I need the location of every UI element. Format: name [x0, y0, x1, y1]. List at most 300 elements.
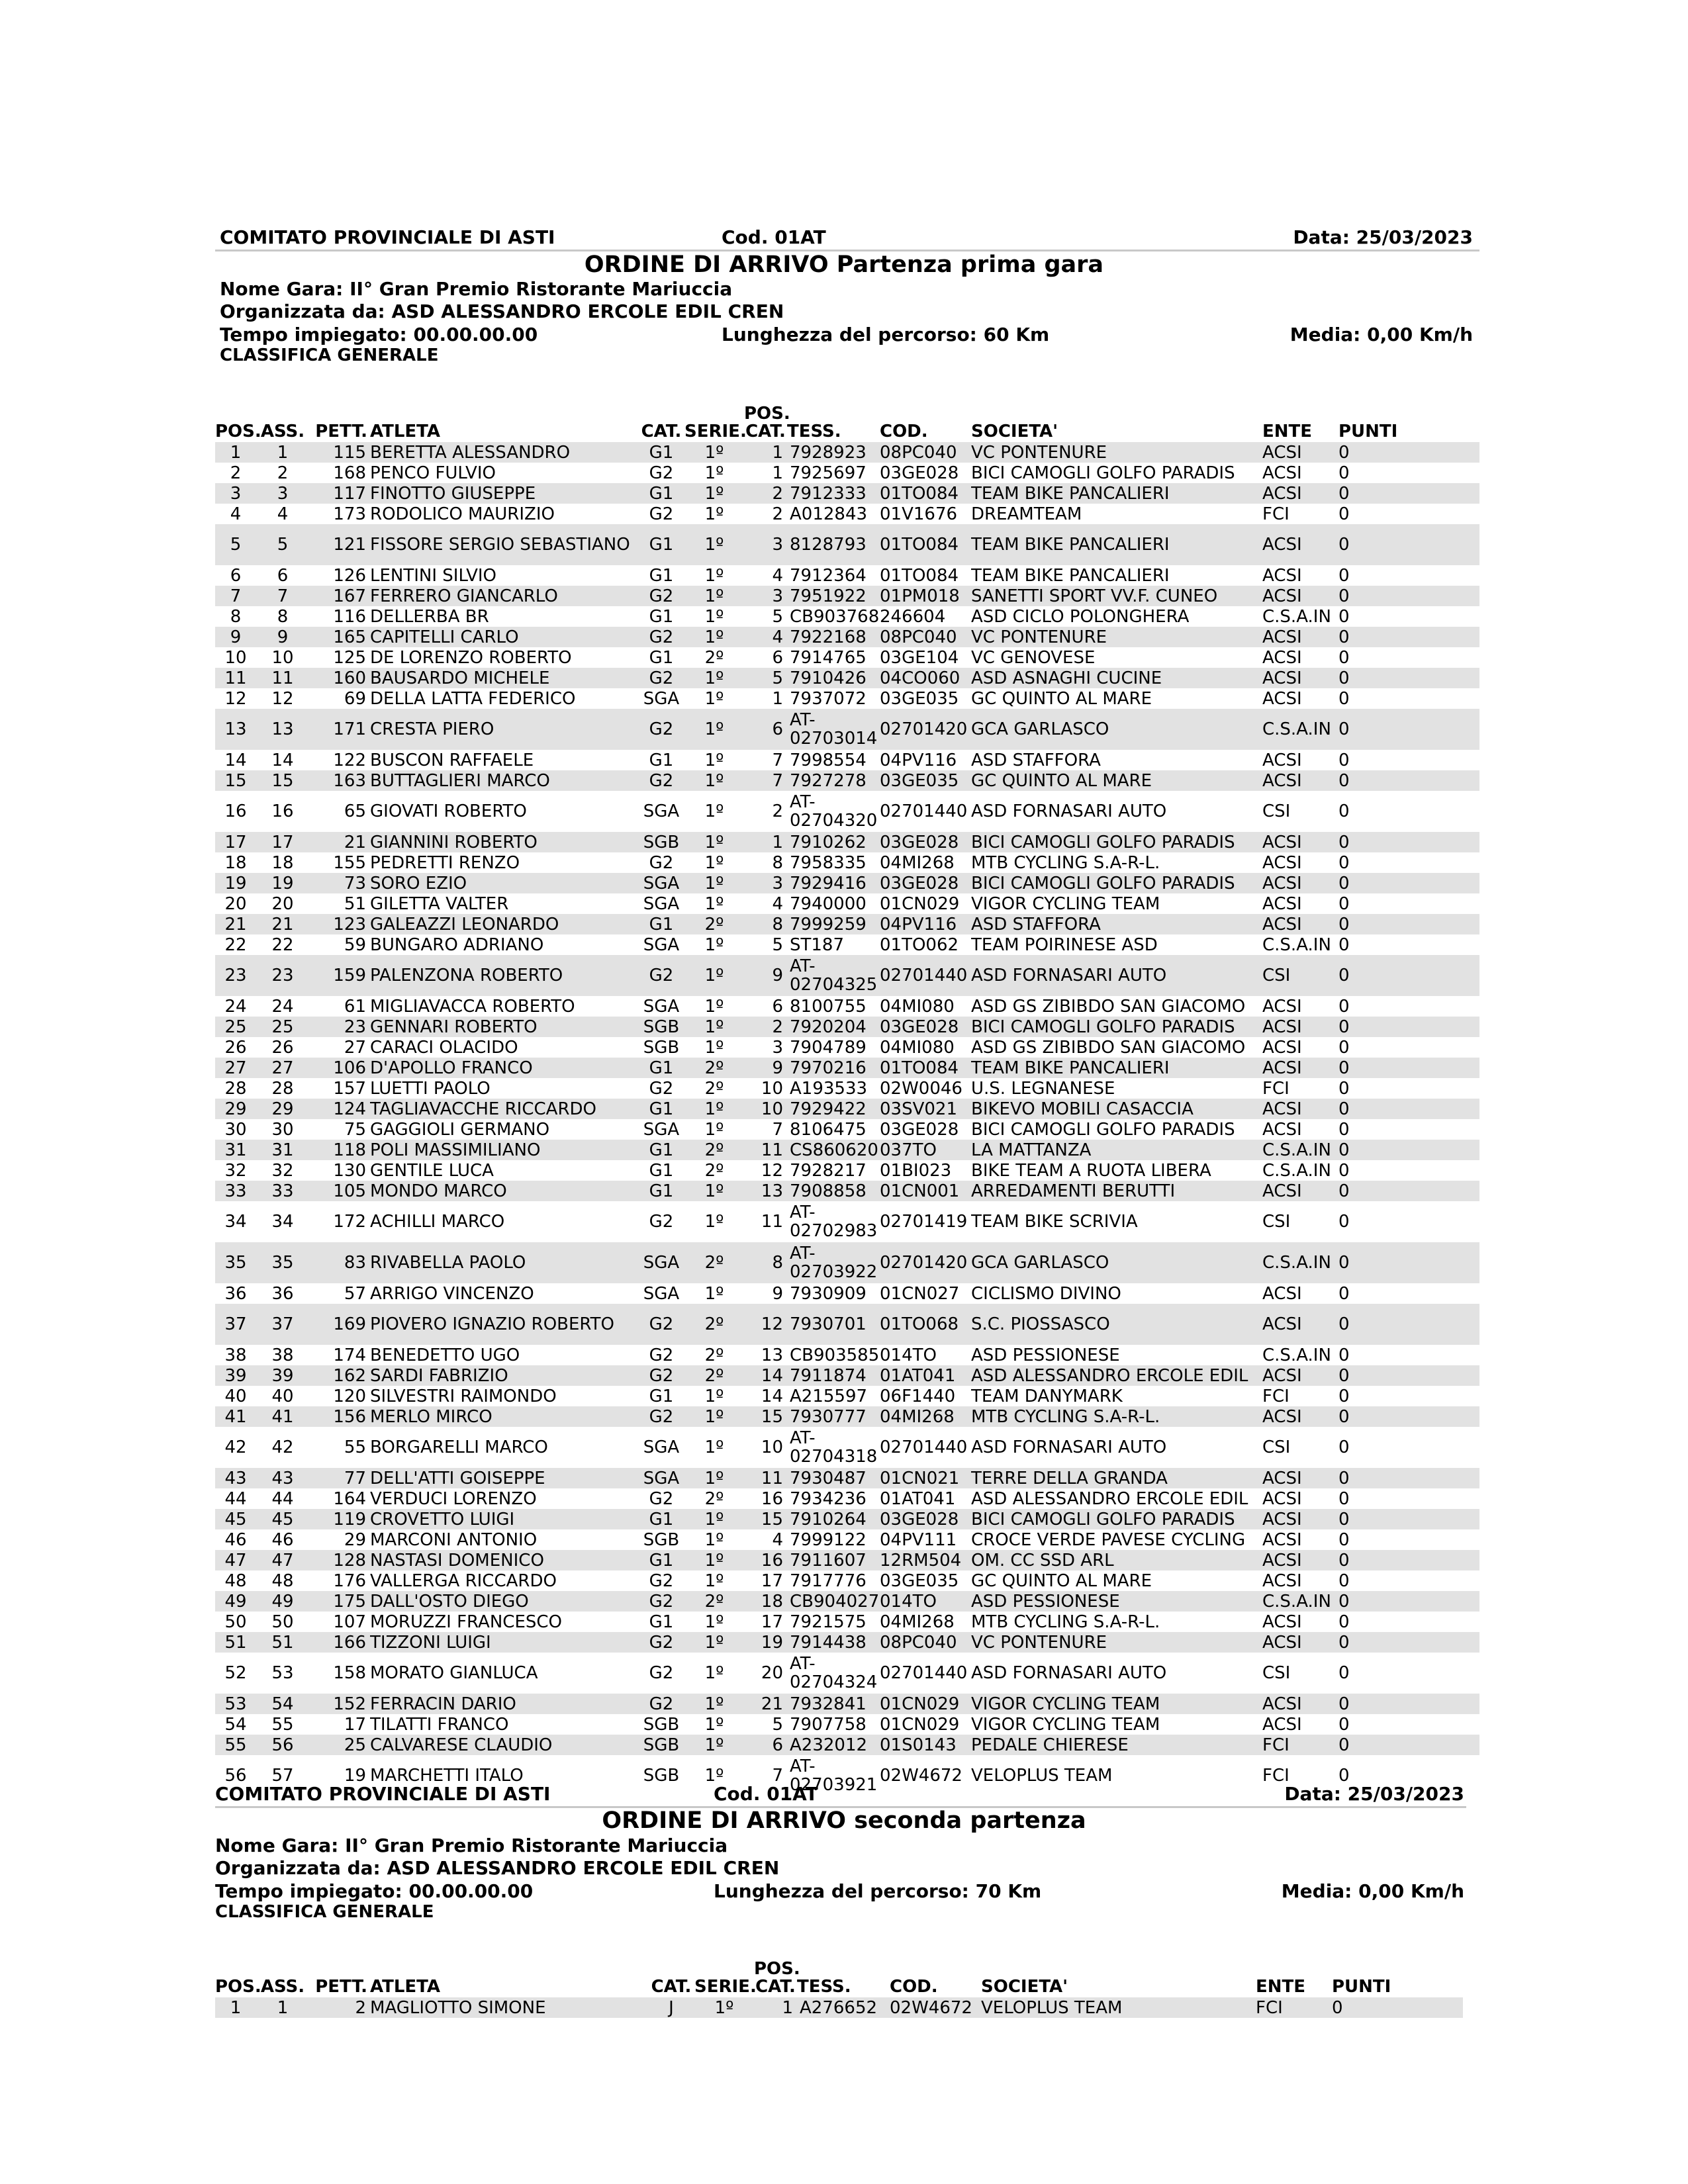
cell-poscat: 7	[744, 770, 787, 791]
cell-atleta: POLI MASSIMILIANO	[370, 1140, 638, 1160]
cell-serie: 1º	[704, 1437, 724, 1457]
cell-serie: 2º	[684, 1591, 744, 1612]
cell-tess: 7922168	[787, 627, 880, 647]
col-ass: ASS.	[260, 1977, 305, 1997]
cell-ass: 32	[271, 1160, 294, 1181]
cell-tess: 7928923	[787, 442, 880, 463]
cell-ass: 28	[271, 1078, 294, 1099]
cell-cat: G2	[638, 1632, 684, 1653]
cell-punti: 0	[1338, 770, 1479, 791]
cell-pos: 30	[224, 1119, 247, 1140]
cell-poscat: 6	[772, 647, 783, 668]
cell-pos: 42	[224, 1437, 247, 1457]
table-row	[215, 1509, 1479, 1529]
cell-atleta: MARCONI ANTONIO	[370, 1529, 538, 1550]
cell-pos: 19	[215, 873, 256, 893]
cell-punti: 0	[1338, 709, 1479, 750]
table-row	[215, 1099, 1479, 1119]
cell-cod: 02701440	[880, 955, 971, 996]
cell-pett: 29	[344, 1529, 366, 1550]
table-row	[215, 996, 1479, 1017]
cell-pett: 165	[309, 627, 370, 647]
cell-poscat: 13	[744, 1181, 787, 1201]
cell-pett: 59	[344, 934, 366, 955]
cell-punti: 0	[1338, 1591, 1479, 1612]
cell-societa: TEAM BIKE PANCALIERI	[971, 483, 1262, 504]
results-body-2	[215, 1997, 1463, 2018]
cell-cat: G2	[649, 1570, 674, 1591]
cell-serie: 1º	[704, 688, 724, 709]
cell-atleta: GIANNINI ROBERTO	[370, 832, 638, 852]
table-row	[215, 1201, 1479, 1242]
table-row	[215, 1078, 1479, 1099]
cell-pos: 47	[215, 1550, 256, 1570]
table-row	[215, 1488, 1479, 1509]
cell-serie: 1º	[704, 504, 724, 524]
cell-cod: 01BI023	[880, 1160, 952, 1181]
cell-punti: 0	[1338, 1283, 1350, 1304]
cell-atleta: ACHILLI MARCO	[370, 1212, 505, 1232]
cell-poscat: 17	[761, 1570, 783, 1591]
cell-pos: 32	[224, 1160, 247, 1181]
cell-poscat: 6	[744, 709, 787, 750]
cell-cat: G1	[649, 565, 674, 586]
cell-cat: G1	[649, 1160, 674, 1181]
cell-pett: 169	[309, 1304, 370, 1345]
cell-poscat: 1	[772, 688, 783, 709]
cell-tess: 7911874	[787, 1365, 880, 1386]
cell-punti: 0	[1338, 1099, 1479, 1119]
cell-punti: 0	[1338, 1468, 1479, 1488]
cell-tess: 7925697	[790, 463, 867, 483]
cell-cod: 014TO	[880, 1591, 971, 1612]
cell-cat: G2	[638, 668, 684, 688]
cell-pos: 49	[215, 1591, 256, 1612]
cell-ass: 54	[256, 1694, 309, 1714]
cell-pos: 34	[224, 1212, 247, 1232]
cell-cod: 01TO084	[880, 565, 959, 586]
cell-ente: ACSI	[1262, 996, 1302, 1017]
cell-ass: 11	[256, 668, 309, 688]
cell-poscat: 6	[744, 1735, 787, 1755]
cell-ass: 49	[256, 1591, 309, 1612]
cell-ass: 13	[256, 709, 309, 750]
cell-pos: 41	[215, 1406, 256, 1427]
cell-serie: 1º	[704, 1119, 724, 1140]
cell-cat: G2	[638, 709, 684, 750]
cell-atleta: BAUSARDO MICHELE	[370, 668, 638, 688]
cell-tess: 7904789	[790, 1037, 867, 1058]
cell-pos: 40	[224, 1386, 247, 1406]
cell-pett: 106	[309, 1058, 370, 1078]
cell-poscat: 9	[772, 1283, 783, 1304]
cell-pett: 115	[309, 442, 370, 463]
report-date: Data: 25/03/2023	[1293, 226, 1473, 248]
cell-pett: 126	[333, 565, 366, 586]
cell-ass: 14	[271, 750, 294, 770]
cell-atleta: MIGLIAVACCA ROBERTO	[370, 996, 575, 1017]
cell-ass: 6	[277, 565, 289, 586]
cell-pett: 83	[309, 1242, 370, 1283]
cell-punti: 0	[1338, 750, 1350, 770]
cell-tess: 7958335	[790, 852, 867, 873]
cell-atleta: NASTASI DOMENICO	[370, 1550, 638, 1570]
cell-tess: CB904027	[787, 1591, 880, 1612]
cell-ente: CSI	[1262, 1437, 1291, 1457]
cell-ente: FCI	[1262, 1078, 1289, 1099]
cell-pett: 152	[309, 1694, 370, 1714]
cell-ente: FCI	[1262, 1386, 1289, 1406]
cell-pos: 52	[224, 1663, 247, 1683]
cell-punti: 0	[1338, 1119, 1350, 1140]
cell-serie: 1º	[684, 770, 744, 791]
cell-tess: 7999122	[790, 1529, 867, 1550]
organizer: Organizzata da: ASD ALESSANDRO ERCOLE EDIL CREN	[220, 300, 784, 322]
cell-cat: G2	[638, 1694, 684, 1714]
cell-ass: 9	[256, 627, 309, 647]
cell-cat: G1	[638, 1550, 684, 1570]
cell-ente: ACSI	[1262, 442, 1338, 463]
cell-cod: 08PC040	[880, 1632, 971, 1653]
cell-punti: 0	[1338, 1037, 1350, 1058]
cell-punti: 0	[1338, 627, 1479, 647]
cell-poscat: 10	[761, 1078, 783, 1099]
cell-punti: 0	[1338, 565, 1350, 586]
cell-serie: 1º	[704, 606, 724, 627]
cell-cod: 04PV111	[880, 1529, 957, 1550]
cell-ass: 1	[256, 1997, 309, 2018]
cell-pos: 54	[224, 1714, 247, 1735]
cell-poscat: 14	[761, 1386, 783, 1406]
cell-punti: 0	[1338, 463, 1350, 483]
cell-poscat: 11	[761, 1212, 783, 1232]
cell-societa: VELOPLUS TEAM	[971, 1766, 1113, 1786]
cell-poscat: 4	[772, 1529, 783, 1550]
table-row	[215, 1632, 1479, 1653]
table-row	[215, 791, 1479, 832]
cell-societa: ASD FORNASARI AUTO	[971, 955, 1262, 996]
cell-cod: 03SV021	[880, 1099, 971, 1119]
cell-serie: 1º	[684, 1406, 744, 1427]
cell-cod: 12RM504	[880, 1550, 971, 1570]
cell-cod: 02701419	[880, 1212, 968, 1232]
cell-punti: 0	[1338, 1160, 1350, 1181]
cell-punti: 0	[1338, 1550, 1479, 1570]
cell-societa: LA MATTANZA	[971, 1140, 1262, 1160]
col-serie: SERIE.	[694, 1977, 757, 1997]
cell-tess: AT- 02704324	[790, 1654, 878, 1692]
table-row	[215, 1140, 1479, 1160]
table-row	[215, 1242, 1479, 1283]
cell-pos: 5	[215, 524, 256, 565]
race-name-2: Nome Gara: II° Gran Premio Ristorante Mariuccia	[215, 1835, 728, 1856]
cell-poscat: 8	[744, 1242, 787, 1283]
cell-atleta: SILVESTRI RAIMONDO	[370, 1386, 557, 1406]
cell-ass: 29	[256, 1099, 309, 1119]
cell-punti: 0	[1338, 1242, 1479, 1283]
table-row	[215, 1037, 1479, 1058]
cell-atleta: CRESTA PIERO	[370, 709, 638, 750]
cell-atleta: LENTINI SILVIO	[370, 565, 497, 586]
cell-serie: 1º	[684, 1694, 744, 1714]
cell-poscat: 14	[744, 1365, 787, 1386]
cell-poscat: 2	[772, 504, 783, 524]
cell-pett: 55	[344, 1437, 366, 1457]
cell-ass: 46	[271, 1529, 294, 1550]
cell-societa: BIKEVO MOBILI CASACCIA	[971, 1099, 1262, 1119]
cell-punti: 0	[1338, 504, 1350, 524]
cell-ente: ACSI	[1262, 1283, 1302, 1304]
cell-ente: ACSI	[1262, 1099, 1338, 1119]
cell-ente: ACSI	[1262, 483, 1338, 504]
cell-pos: 15	[215, 770, 256, 791]
cell-ass: 44	[271, 1488, 294, 1509]
cell-pos: 8	[230, 606, 242, 627]
cell-societa: TEAM DANYMARK	[971, 1386, 1123, 1406]
cell-tess: A276652	[797, 1997, 890, 2018]
col-pos: POS.	[215, 1977, 261, 1997]
cell-serie: 1º	[684, 442, 744, 463]
cell-cat: G1	[638, 442, 684, 463]
cell-poscat: 17	[761, 1612, 783, 1632]
table-row	[215, 1468, 1479, 1488]
cell-punti: 0	[1338, 1212, 1350, 1232]
cell-pos: 13	[215, 709, 256, 750]
cell-cat: G1	[638, 483, 684, 504]
cell-serie: 2º	[704, 1078, 724, 1099]
cell-atleta: LUETTI PAOLO	[370, 1078, 491, 1099]
cell-poscat: 19	[744, 1632, 787, 1653]
cell-ente: ACSI	[1262, 873, 1338, 893]
cell-atleta: CROVETTO LUIGI	[370, 1509, 638, 1529]
elapsed-time-2: Tempo impiegato: 00.00.00.00	[215, 1880, 534, 1902]
table-row	[215, 1694, 1479, 1714]
cell-societa: TEAM BIKE SCRIVIA	[971, 1212, 1138, 1232]
cell-tess: AT- 02704325	[787, 955, 880, 996]
cell-ass: 38	[271, 1345, 294, 1365]
cell-atleta: VALLERGA RICCARDO	[370, 1570, 557, 1591]
cell-tess: 7951922	[787, 586, 880, 606]
cell-poscat: 18	[744, 1591, 787, 1612]
cell-poscat: 15	[744, 1509, 787, 1529]
cell-atleta: DELLERBA BR	[370, 606, 489, 627]
cell-ente: FCI	[1256, 1997, 1332, 2018]
cell-tess: 7917776	[790, 1570, 867, 1591]
cell-cat: SGB	[643, 1037, 680, 1058]
cell-cod: 04CO060	[880, 668, 971, 688]
cell-tess: 7934236	[790, 1488, 867, 1509]
cell-pett: 157	[333, 1078, 366, 1099]
cell-atleta: FINOTTO GIUSEPPE	[370, 483, 638, 504]
cell-pett: 158	[333, 1663, 366, 1683]
cell-ass: 37	[256, 1304, 309, 1345]
cell-tess: A215597	[790, 1386, 868, 1406]
cell-atleta: CALVARESE CLAUDIO	[370, 1735, 638, 1755]
cell-ente: ACSI	[1262, 852, 1302, 873]
cell-ente: ACSI	[1262, 1304, 1338, 1345]
cell-ass: 24	[271, 996, 294, 1017]
cell-tess: 7929422	[787, 1099, 880, 1119]
cell-serie: 1º	[684, 955, 744, 996]
cell-atleta: MORATO GIANLUCA	[370, 1663, 538, 1683]
cell-atleta: MONDO MARCO	[370, 1181, 638, 1201]
cell-serie: 1º	[684, 709, 744, 750]
classification-label-2: CLASSIFICA GENERALE	[215, 1902, 434, 1922]
table-row	[215, 1529, 1479, 1550]
cell-ente: CSI	[1262, 1663, 1291, 1683]
table-row	[215, 586, 1479, 606]
cell-atleta: GIOVATI ROBERTO	[370, 801, 527, 821]
cell-tess: 7937072	[790, 688, 867, 709]
cell-poscat: 20	[761, 1663, 783, 1683]
cell-ente: ACSI	[1262, 914, 1338, 934]
cell-poscat: 8	[744, 914, 787, 934]
cell-ass: 5	[256, 524, 309, 565]
cell-pett: 163	[309, 770, 370, 791]
cell-cat: G2	[638, 1365, 684, 1386]
cell-cod: 03GE028	[880, 873, 971, 893]
cell-ass: 48	[271, 1570, 294, 1591]
table-row	[215, 1345, 1479, 1365]
average-speed-2: Media: 0,00 Km/h	[1281, 1880, 1464, 1902]
cell-atleta: CARACI OLACIDO	[370, 1037, 518, 1058]
cell-poscat: 8	[772, 852, 783, 873]
cell-cod: 01TO084	[880, 483, 971, 504]
col-punti: PUNTI	[1338, 422, 1398, 441]
cell-serie: 1º	[704, 1037, 724, 1058]
cell-serie: 1º	[684, 1181, 744, 1201]
table-row	[215, 1570, 1479, 1591]
cell-atleta: MARCHETTI ITALO	[370, 1766, 524, 1786]
col-tess: TESS.	[787, 422, 841, 441]
cell-ente: C.S.A.IN	[1262, 606, 1331, 627]
cell-ente: ACSI	[1262, 647, 1302, 668]
cell-societa: ASD FORNASARI AUTO	[971, 1663, 1167, 1683]
cell-cod: 03GE028	[880, 832, 971, 852]
cell-societa: BICI CAMOGLI GOLFO PARADIS	[971, 832, 1262, 852]
table-row	[215, 442, 1479, 463]
cell-ass: 23	[256, 955, 309, 996]
cell-atleta: MORUZZI FRANCESCO	[370, 1612, 562, 1632]
cell-ass: 45	[256, 1509, 309, 1529]
cell-pett: 167	[309, 586, 370, 606]
cell-pett: 69	[344, 688, 366, 709]
cell-serie: 1º	[684, 1099, 744, 1119]
col-pett: PETT.	[315, 422, 367, 441]
cell-societa: VIGOR CYCLING TEAM	[971, 1714, 1160, 1735]
cell-ente: ACSI	[1262, 463, 1302, 483]
cell-ass: 8	[277, 606, 289, 627]
table-row	[215, 1160, 1479, 1181]
cell-atleta: BUNGARO ADRIANO	[370, 934, 544, 955]
cell-atleta: BUSCON RAFFAELE	[370, 750, 534, 770]
cell-poscat: 5	[744, 668, 787, 688]
cell-societa: MTB CYCLING S.A-R-L.	[971, 1406, 1262, 1427]
table-row	[215, 709, 1479, 750]
cell-cod: 01CN001	[880, 1181, 971, 1201]
cell-pett: 173	[333, 504, 366, 524]
cell-ass: 41	[256, 1406, 309, 1427]
cell-ente: ACSI	[1262, 668, 1338, 688]
cell-cat: G1	[638, 1181, 684, 1201]
cell-poscat: 15	[744, 1406, 787, 1427]
cell-punti: 0	[1338, 1304, 1479, 1345]
cell-atleta: GENNARI ROBERTO	[370, 1017, 638, 1037]
cell-ass: 16	[271, 801, 294, 821]
cell-punti: 0	[1338, 1345, 1350, 1365]
cell-poscat: 10	[761, 1437, 783, 1457]
cell-poscat: 2	[772, 801, 783, 821]
cell-ente: ACSI	[1262, 832, 1338, 852]
elapsed-time: Tempo impiegato: 00.00.00.00	[220, 324, 538, 345]
cell-pos: 55	[215, 1735, 256, 1755]
cell-cat: SGA	[643, 996, 680, 1017]
report-title-2: ORDINE DI ARRIVO seconda partenza	[602, 1807, 1086, 1834]
cell-ente: ACSI	[1262, 1119, 1302, 1140]
cell-cat: G2	[649, 504, 674, 524]
cell-cat: SGB	[643, 1714, 680, 1735]
cell-ass: 19	[256, 873, 309, 893]
cell-cod: 03GE035	[880, 770, 971, 791]
cell-poscat: 11	[744, 1468, 787, 1488]
cell-tess: AT- 02703014	[787, 709, 880, 750]
cell-societa: TEAM POIRINESE ASD	[971, 934, 1158, 955]
cell-punti: 0	[1338, 1735, 1479, 1755]
cell-punti: 0	[1338, 668, 1479, 688]
cell-cod: 01AT041	[880, 1488, 956, 1509]
cell-ente: ACSI	[1262, 1509, 1338, 1529]
cell-punti: 0	[1338, 483, 1479, 504]
cell-ente: CSI	[1262, 1212, 1291, 1232]
cell-pos: 20	[224, 893, 247, 914]
race-name: Nome Gara: II° Gran Premio Ristorante Mariuccia	[220, 278, 733, 300]
col-poscat: POS. CAT.	[744, 404, 790, 441]
cell-societa: ASD ASNAGHI CUCINE	[971, 668, 1262, 688]
cell-pett: 19	[344, 1766, 366, 1786]
col-atleta: ATLETA	[370, 1977, 441, 1997]
col-pett: PETT.	[315, 1977, 367, 1997]
cell-cat: J	[648, 1997, 694, 2018]
cell-societa: GC QUINTO AL MARE	[971, 688, 1152, 709]
cell-poscat: 12	[761, 1160, 783, 1181]
cell-ass: 56	[256, 1735, 309, 1755]
cell-poscat: 3	[772, 1037, 783, 1058]
cell-ente: ACSI	[1262, 1714, 1302, 1735]
cell-societa: VC GENOVESE	[971, 647, 1096, 668]
cell-cod: 03GE028	[880, 1017, 971, 1037]
cell-cod: 03GE028	[880, 463, 959, 483]
cell-poscat: 16	[761, 1488, 783, 1509]
col-cod: COD.	[880, 422, 928, 441]
cell-serie: 1º	[704, 1766, 724, 1786]
cell-pos: 25	[215, 1017, 256, 1037]
cell-punti: 0	[1338, 524, 1479, 565]
cell-tess: A193533	[790, 1078, 868, 1099]
cell-cat: SGB	[643, 1766, 680, 1786]
cell-serie: 1º	[684, 586, 744, 606]
cell-cod: 04MI080	[880, 996, 955, 1017]
cell-serie: 2º	[684, 1365, 744, 1386]
table-row	[215, 1283, 1479, 1304]
cell-serie: 1º	[704, 1570, 724, 1591]
table-row	[215, 1735, 1479, 1755]
cell-cat: SGB	[638, 1017, 684, 1037]
cell-poscat: 1	[744, 832, 787, 852]
cell-societa: S.C. PIOSSASCO	[971, 1304, 1262, 1345]
cell-serie: 1º	[684, 1632, 744, 1653]
cell-societa: GC QUINTO AL MARE	[971, 1570, 1152, 1591]
cell-serie: 1º	[704, 801, 724, 821]
